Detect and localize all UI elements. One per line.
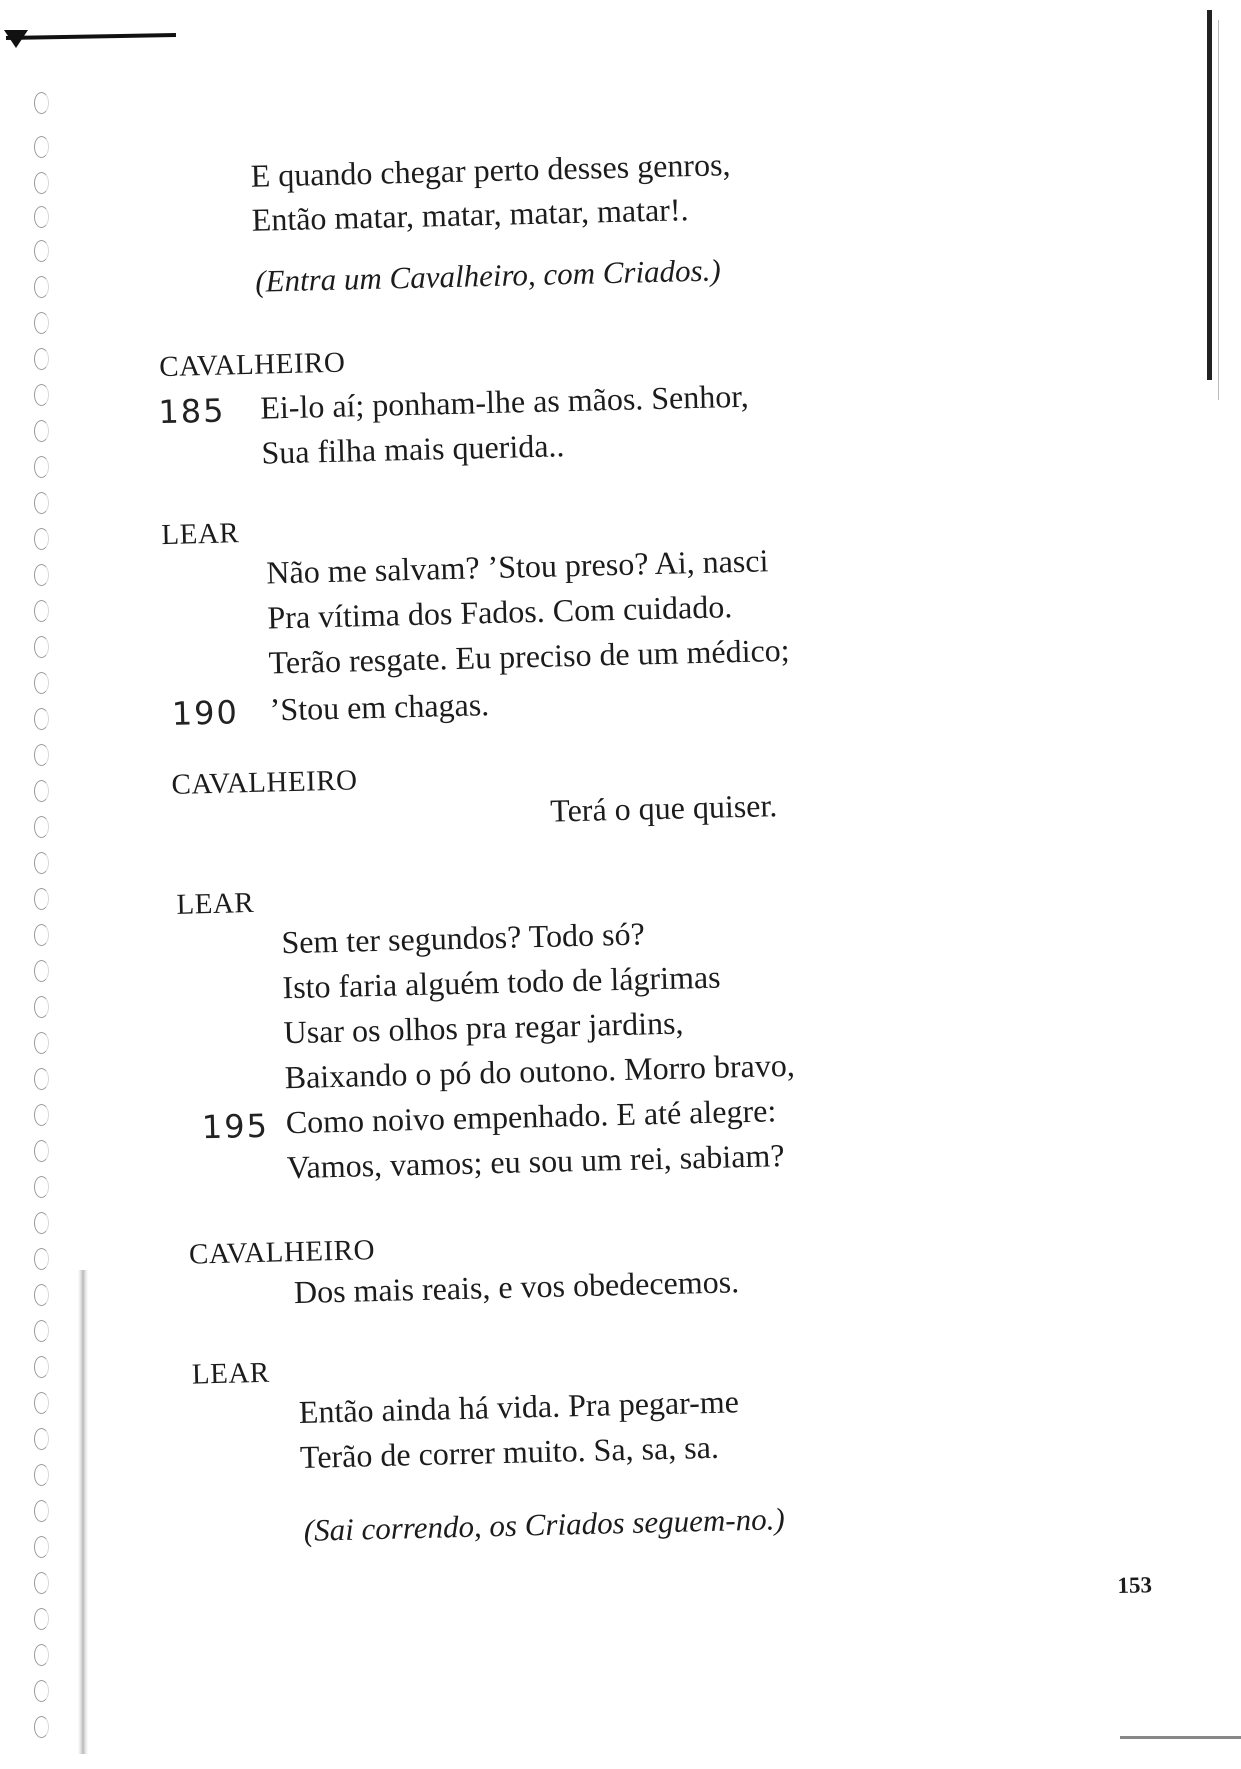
line-number: 190 <box>171 693 240 733</box>
verse-line: Então ainda há vida. Pra pegar-me <box>298 1383 740 1430</box>
verse-line: Não me salvam? ’Stou preso? Ai, nasci <box>265 542 769 591</box>
verse-line: Terão de correr muito. Sa, sa, sa. <box>299 1428 720 1475</box>
verse-line: Então matar, matar, matar, matar!. <box>251 191 689 238</box>
verse-line: E quando chegar perto desses genros, <box>250 146 731 194</box>
verse-line: Vamos, vamos; eu sou um rei, sabiam? <box>286 1137 785 1186</box>
verse-line: Usar os olhos pra regar jardins, <box>283 1004 684 1051</box>
verse-line: ’Stou em chagas. <box>269 686 490 728</box>
verse-line: Dos mais reais, e vos obedecemos. <box>293 1263 740 1311</box>
line-number: 195 <box>201 1106 270 1147</box>
speaker-name: LEAR <box>176 886 255 921</box>
verse-line: Terão resgate. Eu preciso de um médico; <box>268 631 790 681</box>
stage-direction: (Entra um Cavalheiro, com Criados.) <box>254 252 722 299</box>
stage-direction: (Sai correndo, os Criados seguem-no.) <box>303 1501 786 1548</box>
verse-line: Sem ter segundos? Todo só? <box>280 915 646 961</box>
speaker-name: CAVALHEIRO <box>171 764 358 801</box>
verse-line: Ei-lo aí; ponham-lhe as mãos. Senhor, <box>259 377 750 426</box>
page-number: 153 <box>1117 1572 1153 1599</box>
line-number: 185 <box>157 391 226 432</box>
verse-line: Sua filha mais querida.. <box>261 427 565 471</box>
verse-line: Baixando o pó do outono. Morro bravo, <box>284 1046 796 1096</box>
verse-line: Terá o que quiser. <box>549 787 778 829</box>
speaker-name: LEAR <box>191 1356 271 1391</box>
verse-line: Isto faria alguém todo de lágrimas <box>282 958 721 1006</box>
speaker-name: LEAR <box>161 517 240 552</box>
speaker-name: CAVALHEIRO <box>188 1234 376 1271</box>
speaker-name: CAVALHEIRO <box>158 346 346 384</box>
verse-line: Pra vítima dos Fados. Com cuidado. <box>267 588 733 636</box>
verse-line: Como noivo empenhado. E até alegre: <box>285 1092 777 1141</box>
